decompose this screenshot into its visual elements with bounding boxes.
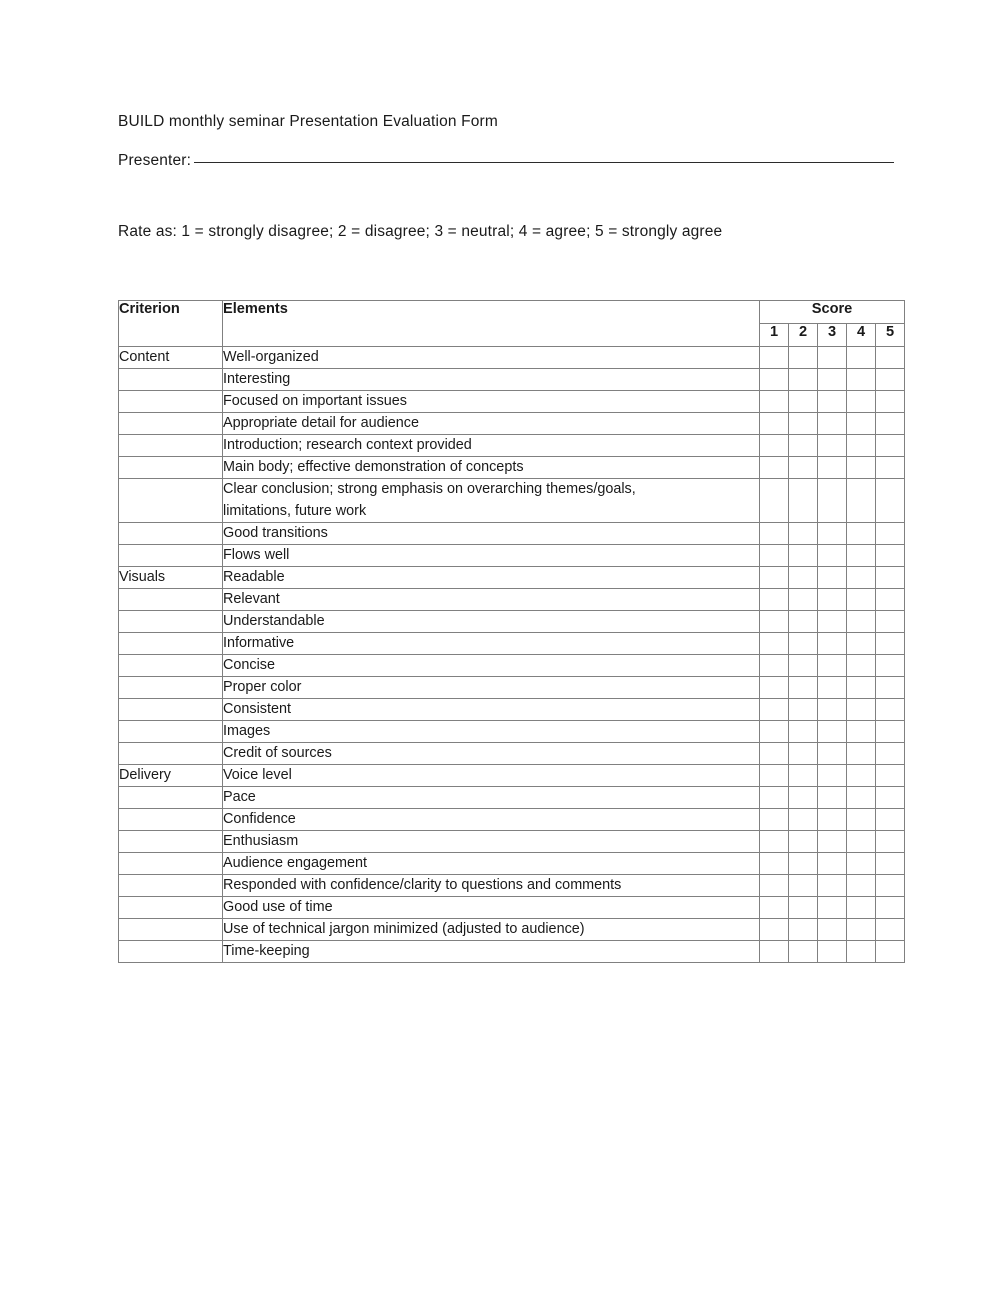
- score-checkbox-cell-4[interactable]: [847, 391, 876, 413]
- score-checkbox-cell-4[interactable]: [847, 633, 876, 655]
- score-checkbox-cell-1[interactable]: [760, 589, 789, 611]
- table-row: [119, 941, 905, 963]
- element-text-line: Use of technical jargon minimized (adjusted to audience): [223, 921, 585, 937]
- element-cell: [223, 875, 760, 897]
- score-checkbox-cell-4[interactable]: [847, 699, 876, 721]
- criterion-cell: [119, 677, 223, 699]
- table-row: [119, 369, 905, 391]
- criterion-cell: Delivery: [119, 765, 223, 787]
- score-checkbox-cell-1[interactable]: [760, 787, 789, 809]
- score-checkbox-cell-2[interactable]: [789, 369, 818, 391]
- score-checkbox-cell-2[interactable]: [789, 413, 818, 435]
- score-checkbox-cell-2[interactable]: [789, 875, 818, 897]
- score-checkbox-cell-5[interactable]: [876, 941, 905, 963]
- score-checkbox-cell-5[interactable]: [876, 677, 905, 699]
- column-header-score-3: 3: [818, 324, 847, 347]
- criterion-cell: [119, 457, 223, 479]
- score-checkbox-cell-3[interactable]: [818, 347, 847, 369]
- score-checkbox-cell-1[interactable]: [760, 435, 789, 457]
- criterion-cell: [119, 853, 223, 875]
- score-checkbox-cell-3[interactable]: [818, 457, 847, 479]
- criterion-cell: [119, 369, 223, 391]
- score-checkbox-cell-5[interactable]: [876, 435, 905, 457]
- score-checkbox-cell-4[interactable]: [847, 523, 876, 545]
- score-checkbox-cell-1[interactable]: [760, 523, 789, 545]
- score-checkbox-cell-5[interactable]: [876, 765, 905, 787]
- element-cell: [223, 457, 760, 479]
- element-cell: [223, 369, 760, 391]
- element-text-line: Voice level: [223, 767, 292, 783]
- table-row: [119, 699, 905, 721]
- criterion-cell: [119, 391, 223, 413]
- element-text-line: Appropriate detail for audience: [223, 415, 420, 431]
- element-text-line: Enthusiasm: [223, 833, 299, 849]
- score-checkbox-cell-1[interactable]: [760, 545, 789, 567]
- score-checkbox-cell-1[interactable]: [760, 743, 789, 765]
- score-checkbox-cell-5[interactable]: [876, 787, 905, 809]
- score-checkbox-cell-5[interactable]: [876, 369, 905, 391]
- score-checkbox-cell-2[interactable]: [789, 589, 818, 611]
- evaluation-table: [118, 300, 905, 963]
- criterion-cell: [119, 655, 223, 677]
- score-checkbox-cell-4[interactable]: [847, 545, 876, 567]
- score-checkbox-cell-1[interactable]: [760, 897, 789, 919]
- criterion-cell: [119, 721, 223, 743]
- element-cell: [223, 567, 760, 589]
- score-checkbox-cell-3[interactable]: [818, 743, 847, 765]
- element-text-line: Main body; effective demonstration of concepts: [223, 459, 524, 475]
- score-checkbox-cell-2[interactable]: [789, 611, 818, 633]
- score-checkbox-cell-5[interactable]: [876, 699, 905, 721]
- score-checkbox-cell-3[interactable]: [818, 677, 847, 699]
- score-checkbox-cell-4[interactable]: [847, 809, 876, 831]
- score-checkbox-cell-5[interactable]: [876, 457, 905, 479]
- criterion-cell: [119, 919, 223, 941]
- criterion-cell: [119, 743, 223, 765]
- element-cell: [223, 655, 760, 677]
- table-row: [119, 567, 905, 589]
- element-text-line: Good use of time: [223, 899, 333, 915]
- score-checkbox-cell-2[interactable]: [789, 545, 818, 567]
- table-row: [119, 655, 905, 677]
- criterion-cell: [119, 875, 223, 897]
- score-checkbox-cell-3[interactable]: [818, 479, 847, 523]
- table-row: [119, 677, 905, 699]
- score-checkbox-cell-2[interactable]: [789, 831, 818, 853]
- score-checkbox-cell-3[interactable]: [818, 787, 847, 809]
- element-cell: [223, 523, 760, 545]
- table-row: [119, 765, 905, 787]
- table-row: [119, 743, 905, 765]
- column-header-criterion: Criterion: [119, 301, 223, 347]
- score-checkbox-cell-5[interactable]: [876, 523, 905, 545]
- element-cell: [223, 897, 760, 919]
- score-checkbox-cell-2[interactable]: [789, 721, 818, 743]
- score-checkbox-cell-3[interactable]: [818, 721, 847, 743]
- element-text-line: Readable: [223, 569, 285, 585]
- score-checkbox-cell-2[interactable]: [789, 853, 818, 875]
- score-checkbox-cell-4[interactable]: [847, 369, 876, 391]
- score-checkbox-cell-2[interactable]: [789, 743, 818, 765]
- score-checkbox-cell-2[interactable]: [789, 897, 818, 919]
- element-text-line: Time-keeping: [223, 943, 310, 959]
- element-cell: [223, 677, 760, 699]
- score-checkbox-cell-1[interactable]: [760, 699, 789, 721]
- score-checkbox-cell-1[interactable]: [760, 875, 789, 897]
- score-checkbox-cell-4[interactable]: [847, 413, 876, 435]
- element-cell: [223, 479, 760, 523]
- score-checkbox-cell-4[interactable]: [847, 347, 876, 369]
- column-header-score-1: 1: [760, 324, 789, 347]
- table-body: [119, 347, 905, 963]
- table-row: [119, 853, 905, 875]
- score-checkbox-cell-1[interactable]: [760, 853, 789, 875]
- score-checkbox-cell-3[interactable]: [818, 391, 847, 413]
- table-row: [119, 633, 905, 655]
- element-cell: [223, 809, 760, 831]
- score-checkbox-cell-1[interactable]: [760, 457, 789, 479]
- element-text-line: Good transitions: [223, 525, 328, 541]
- score-checkbox-cell-5[interactable]: [876, 655, 905, 677]
- score-checkbox-cell-2[interactable]: [789, 347, 818, 369]
- score-checkbox-cell-4[interactable]: [847, 941, 876, 963]
- score-checkbox-cell-2[interactable]: [789, 765, 818, 787]
- score-checkbox-cell-5[interactable]: [876, 831, 905, 853]
- element-text-line: Audience engagement: [223, 855, 368, 871]
- table-row: [119, 919, 905, 941]
- score-checkbox-cell-3[interactable]: [818, 369, 847, 391]
- score-checkbox-cell-2[interactable]: [789, 479, 818, 523]
- score-checkbox-cell-3[interactable]: [818, 897, 847, 919]
- element-cell: [223, 941, 760, 963]
- score-checkbox-cell-3[interactable]: [818, 875, 847, 897]
- element-text-line: Relevant: [223, 591, 280, 607]
- score-checkbox-cell-3[interactable]: [818, 853, 847, 875]
- criterion-cell: [119, 545, 223, 567]
- score-checkbox-cell-1[interactable]: [760, 721, 789, 743]
- score-checkbox-cell-1[interactable]: [760, 391, 789, 413]
- element-text-line: Interesting: [223, 371, 291, 387]
- score-checkbox-cell-4[interactable]: [847, 831, 876, 853]
- element-text-line: Informative: [223, 635, 295, 651]
- score-checkbox-cell-2[interactable]: [789, 435, 818, 457]
- element-cell: [223, 347, 760, 369]
- element-cell: [223, 589, 760, 611]
- score-checkbox-cell-3[interactable]: [818, 941, 847, 963]
- table-row: [119, 721, 905, 743]
- element-cell: [223, 545, 760, 567]
- score-checkbox-cell-5[interactable]: [876, 721, 905, 743]
- score-checkbox-cell-5[interactable]: [876, 611, 905, 633]
- table-header-row-top: [119, 301, 905, 324]
- element-cell: [223, 853, 760, 875]
- element-text-line: Understandable: [223, 613, 325, 629]
- page-title: BUILD monthly seminar Presentation Evaluation Form: [118, 113, 498, 130]
- score-checkbox-cell-4[interactable]: [847, 677, 876, 699]
- criterion-cell: [119, 809, 223, 831]
- criterion-cell: Content: [119, 347, 223, 369]
- score-checkbox-cell-5[interactable]: [876, 479, 905, 523]
- presenter-field-row: [118, 151, 904, 171]
- score-checkbox-cell-4[interactable]: [847, 435, 876, 457]
- element-text-line: Clear conclusion; strong emphasis on overarching themes/goals,: [223, 481, 636, 497]
- table-row: [119, 589, 905, 611]
- score-checkbox-cell-4[interactable]: [847, 897, 876, 919]
- score-checkbox-cell-3[interactable]: [818, 765, 847, 787]
- element-text-line: Focused on important issues: [223, 393, 407, 409]
- score-checkbox-cell-2[interactable]: [789, 655, 818, 677]
- score-checkbox-cell-5[interactable]: [876, 897, 905, 919]
- score-checkbox-cell-4[interactable]: [847, 655, 876, 677]
- criterion-cell: [119, 831, 223, 853]
- table-row: [119, 875, 905, 897]
- score-checkbox-cell-1[interactable]: [760, 369, 789, 391]
- criterion-cell: [119, 523, 223, 545]
- score-checkbox-cell-3[interactable]: [818, 523, 847, 545]
- element-text-line: Credit of sources: [223, 745, 332, 761]
- score-checkbox-cell-3[interactable]: [818, 611, 847, 633]
- element-text-line: Images: [223, 723, 271, 739]
- score-checkbox-cell-3[interactable]: [818, 589, 847, 611]
- score-checkbox-cell-2[interactable]: [789, 699, 818, 721]
- column-header-elements: Elements: [223, 301, 760, 347]
- score-checkbox-cell-2[interactable]: [789, 633, 818, 655]
- element-cell: [223, 391, 760, 413]
- score-checkbox-cell-4[interactable]: [847, 919, 876, 941]
- element-cell: [223, 633, 760, 655]
- score-checkbox-cell-5[interactable]: [876, 545, 905, 567]
- score-checkbox-cell-1[interactable]: [760, 941, 789, 963]
- score-checkbox-cell-2[interactable]: [789, 457, 818, 479]
- table-row: [119, 479, 905, 523]
- table-row: [119, 413, 905, 435]
- score-checkbox-cell-5[interactable]: [876, 743, 905, 765]
- presenter-input-rule[interactable]: [194, 162, 894, 163]
- table-row: [119, 809, 905, 831]
- score-checkbox-cell-5[interactable]: [876, 875, 905, 897]
- score-checkbox-cell-2[interactable]: [789, 941, 818, 963]
- score-checkbox-cell-1[interactable]: [760, 831, 789, 853]
- element-cell: [223, 611, 760, 633]
- element-cell: [223, 743, 760, 765]
- score-checkbox-cell-3[interactable]: [818, 413, 847, 435]
- score-checkbox-cell-4[interactable]: [847, 853, 876, 875]
- element-cell: [223, 919, 760, 941]
- score-checkbox-cell-2[interactable]: [789, 919, 818, 941]
- table-row: [119, 831, 905, 853]
- score-checkbox-cell-3[interactable]: [818, 633, 847, 655]
- score-checkbox-cell-4[interactable]: [847, 875, 876, 897]
- column-header-score-4: 4: [847, 324, 876, 347]
- element-cell: [223, 413, 760, 435]
- score-checkbox-cell-2[interactable]: [789, 787, 818, 809]
- score-checkbox-cell-1[interactable]: [760, 919, 789, 941]
- score-checkbox-cell-3[interactable]: [818, 809, 847, 831]
- criterion-cell: [119, 479, 223, 523]
- score-checkbox-cell-3[interactable]: [818, 699, 847, 721]
- presenter-label: Presenter:: [118, 152, 192, 169]
- score-checkbox-cell-1[interactable]: [760, 567, 789, 589]
- element-text-line: Confidence: [223, 811, 296, 827]
- criterion-cell: Visuals: [119, 567, 223, 589]
- score-checkbox-cell-3[interactable]: [818, 545, 847, 567]
- element-text-line: Well-organized: [223, 349, 319, 365]
- element-text-line: Concise: [223, 657, 275, 673]
- element-text-line: Proper color: [223, 679, 302, 695]
- table-row: [119, 391, 905, 413]
- criterion-cell: [119, 413, 223, 435]
- table-row: [119, 435, 905, 457]
- score-checkbox-cell-1[interactable]: [760, 479, 789, 523]
- table-row: [119, 545, 905, 567]
- element-text-line: Flows well: [223, 547, 290, 563]
- score-checkbox-cell-3[interactable]: [818, 435, 847, 457]
- score-checkbox-cell-2[interactable]: [789, 677, 818, 699]
- table-head: [119, 301, 905, 347]
- criterion-cell: [119, 435, 223, 457]
- rating-scale-instructions: Rate as: 1 = strongly disagree; 2 = disagree; 3 = neutral; 4 = agree; 5 = strongly agree: [118, 223, 723, 240]
- table-row: [119, 523, 905, 545]
- score-checkbox-cell-2[interactable]: [789, 391, 818, 413]
- element-text-line: Responded with confidence/clarity to questions and comments: [223, 877, 622, 893]
- element-text-line: Consistent: [223, 701, 291, 717]
- criterion-cell: [119, 633, 223, 655]
- evaluation-table-container: [118, 300, 904, 963]
- element-cell: [223, 435, 760, 457]
- score-checkbox-cell-1[interactable]: [760, 611, 789, 633]
- element-text-line: limitations, future work: [223, 502, 367, 519]
- score-checkbox-cell-4[interactable]: [847, 567, 876, 589]
- column-header-score-2: 2: [789, 324, 818, 347]
- criterion-cell: [119, 589, 223, 611]
- column-header-score-5: 5: [876, 324, 905, 347]
- score-checkbox-cell-5[interactable]: [876, 347, 905, 369]
- criterion-cell: [119, 787, 223, 809]
- score-checkbox-cell-3[interactable]: [818, 831, 847, 853]
- score-checkbox-cell-4[interactable]: [847, 721, 876, 743]
- criterion-cell: [119, 941, 223, 963]
- score-checkbox-cell-3[interactable]: [818, 919, 847, 941]
- criterion-cell: [119, 611, 223, 633]
- score-checkbox-cell-1[interactable]: [760, 655, 789, 677]
- criterion-cell: [119, 897, 223, 919]
- score-checkbox-cell-5[interactable]: [876, 633, 905, 655]
- score-checkbox-cell-5[interactable]: [876, 413, 905, 435]
- score-checkbox-cell-4[interactable]: [847, 787, 876, 809]
- element-cell: [223, 831, 760, 853]
- table-row: [119, 897, 905, 919]
- score-checkbox-cell-1[interactable]: [760, 677, 789, 699]
- element-cell: [223, 699, 760, 721]
- element-cell: [223, 765, 760, 787]
- score-checkbox-cell-1[interactable]: [760, 633, 789, 655]
- score-checkbox-cell-3[interactable]: [818, 655, 847, 677]
- element-cell: [223, 721, 760, 743]
- table-row: [119, 611, 905, 633]
- score-checkbox-cell-4[interactable]: [847, 589, 876, 611]
- score-checkbox-cell-1[interactable]: [760, 413, 789, 435]
- score-checkbox-cell-5[interactable]: [876, 391, 905, 413]
- score-checkbox-cell-4[interactable]: [847, 743, 876, 765]
- table-row: [119, 787, 905, 809]
- score-checkbox-cell-5[interactable]: [876, 853, 905, 875]
- element-cell: [223, 787, 760, 809]
- score-checkbox-cell-5[interactable]: [876, 919, 905, 941]
- score-checkbox-cell-5[interactable]: [876, 809, 905, 831]
- score-checkbox-cell-2[interactable]: [789, 809, 818, 831]
- element-text-line: Pace: [223, 789, 256, 805]
- score-checkbox-cell-1[interactable]: [760, 347, 789, 369]
- score-checkbox-cell-3[interactable]: [818, 567, 847, 589]
- score-checkbox-cell-5[interactable]: [876, 567, 905, 589]
- score-checkbox-cell-1[interactable]: [760, 765, 789, 787]
- score-checkbox-cell-4[interactable]: [847, 479, 876, 523]
- table-row: [119, 347, 905, 369]
- column-header-score-group: Score: [760, 301, 905, 324]
- element-text-line: Introduction; research context provided: [223, 437, 472, 453]
- score-checkbox-cell-4[interactable]: [847, 457, 876, 479]
- document-header-block: [118, 112, 904, 242]
- score-checkbox-cell-2[interactable]: [789, 567, 818, 589]
- score-checkbox-cell-4[interactable]: [847, 611, 876, 633]
- score-checkbox-cell-5[interactable]: [876, 589, 905, 611]
- criterion-cell: [119, 699, 223, 721]
- table-row: [119, 457, 905, 479]
- score-checkbox-cell-2[interactable]: [789, 523, 818, 545]
- score-checkbox-cell-4[interactable]: [847, 765, 876, 787]
- score-checkbox-cell-1[interactable]: [760, 809, 789, 831]
